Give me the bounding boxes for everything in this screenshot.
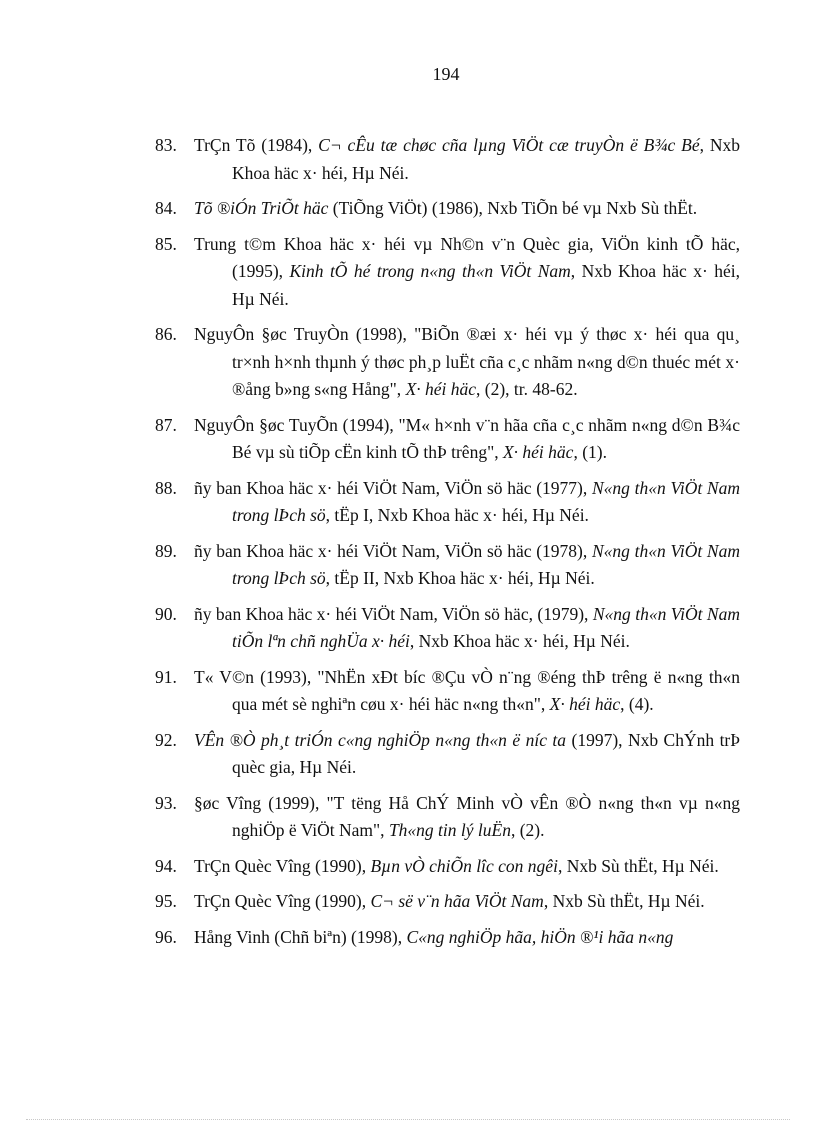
reference-text: TrÇn Quèc Vîng (1990),	[194, 891, 371, 911]
reference-text: ñy ban Khoa häc x· héi ViÖt Nam, ViÖn sö häc, (1979),	[194, 603, 593, 624]
reference-number: 87.	[155, 414, 177, 435]
reference-title-italic: N«ng th«n ViÖt Nam tiÕn lªn chñ nghÜa x· héi	[232, 603, 740, 651]
reference-text: TrÇn Tõ (1984),	[194, 135, 319, 155]
reference-text: T« V©n (1993), "NhËn xÐt bíc ®Çu vÒ n¨ng ®éng thÞ trêng ë n«ng th«n qua mét sè nghiªn cøu x· héi häc n«ng th«n",	[194, 666, 740, 714]
reference-text: ñy ban Khoa häc x· héi ViÖt Nam, ViÖn sö häc (1977),	[194, 477, 592, 498]
reference-title-italic: C¬ së v¨n hãa ViÖt Nam	[370, 891, 544, 911]
reference-text: , Nxb Sù thËt, Hµ Néi.	[557, 855, 719, 876]
reference-title-italic: Th«ng tin lý luËn	[388, 820, 511, 840]
reference-item	[0, 601, 816, 656]
reference-text: ñy ban Khoa häc x· héi ViÖt Nam, ViÖn sö häc (1978),	[194, 540, 592, 561]
reference-title-italic: VÊn ®Ò ph¸t triÓn c«ng nghiÖp n«ng th«n ë níc ta	[194, 729, 567, 750]
reference-number: 91.	[155, 666, 177, 687]
reference-number: 86.	[155, 324, 177, 344]
reference-title-italic: N«ng th«n ViÖt Nam trong lÞch sö	[232, 477, 740, 525]
reference-text: , Nxb Khoa häc x· héi, Hµ Néi.	[409, 631, 630, 651]
reference-title-italic: X· héi häc	[405, 379, 477, 399]
reference-text: , (2), tr. 48-62.	[476, 379, 578, 399]
reference-text: , Nxb Khoa häc x· héi, Hµ Néi.	[232, 135, 741, 183]
reference-title-italic: X· héi häc	[549, 694, 621, 714]
reference-text: (1997), Nxb ChÝnh trÞ quèc gia, Hµ Néi.	[232, 729, 740, 777]
reference-text: , tËp II, Nxb Khoa häc x· héi, Hµ Néi.	[325, 568, 595, 588]
reference-text: NguyÔn §øc TruyÒn (1998), "BiÕn ®æi x· héi vµ ý thøc x· héi qua qu¸ tr×nh h×nh thµnh ý thøc ph¸p luËt cña c¸c nhãm n«ng d©n thuéc mét x· ®ång b»ng s«ng Hång",	[194, 324, 740, 399]
reference-number: 90.	[155, 603, 177, 624]
reference-title-italic: Bµn vÒ chiÕn lîc con ngêi	[370, 855, 558, 876]
reference-title-italic: N«ng th«n ViÖt Nam trong lÞch sö	[232, 540, 740, 588]
reference-item	[0, 412, 816, 467]
reference-item	[0, 321, 816, 404]
reference-item	[0, 231, 816, 314]
reference-title-italic: C¬ cÊu tæ chøc cña lµng ViÖt cæ truyÒn ë B¾c Bé	[318, 135, 700, 155]
reference-item	[0, 924, 816, 952]
reference-text: NguyÔn §øc TuyÕn (1994), "M« h×nh v¨n hãa cña c¸c nhãm n«ng d©n B¾c Bé vµ sù tiÕp cËn kinh tÕ thÞ trêng",	[194, 414, 740, 462]
reference-text: Trung t©m Khoa häc x· héi vµ Nh©n v¨n Quèc gia, ViÖn kinh tÕ häc, (1995),	[194, 233, 740, 281]
reference-list	[0, 132, 816, 959]
reference-number: 96.	[155, 926, 177, 947]
reference-number: 94.	[155, 855, 177, 876]
reference-text: Hång Vinh (Chñ biªn) (1998),	[194, 926, 407, 947]
reference-number: 95.	[155, 891, 177, 911]
reference-item	[0, 538, 816, 593]
reference-item	[0, 727, 816, 782]
reference-text: , Nxb Khoa häc x· héi, Hµ Néi.	[232, 261, 740, 309]
reference-title-italic: C«ng nghiÖp hãa, hiÖn ®¹i hãa n«ng	[406, 926, 674, 947]
reference-item	[0, 475, 816, 530]
reference-text: (TiÕng ViÖt) (1986), Nxb TiÕn bé vµ Nxb Sù thËt.	[328, 198, 698, 218]
reference-text: , (4).	[620, 694, 654, 714]
reference-text: , (2).	[510, 820, 545, 840]
reference-item	[0, 790, 816, 845]
page-number: 194	[432, 64, 460, 84]
page-bottom-divider	[26, 1119, 790, 1120]
reference-number: 84.	[155, 198, 177, 218]
reference-text: , Nxb Sù thËt, Hµ Néi.	[543, 891, 705, 911]
reference-text: TrÇn Quèc Vîng (1990),	[194, 855, 371, 876]
reference-text: §øc Vîng (1999), "T tëng Hå ChÝ Minh vÒ vÊn ®Ò n«ng th«n vµ n«ng nghiÖp ë ViÖt Nam",	[194, 792, 740, 840]
reference-title-italic: X· héi häc	[502, 442, 574, 462]
reference-title-italic: Kinh tÕ hé trong n«ng th«n ViÖt Nam	[289, 261, 571, 281]
reference-item	[0, 132, 816, 187]
reference-item	[0, 853, 816, 881]
reference-title-italic: Tõ ®iÓn TriÕt häc	[194, 198, 329, 218]
reference-number: 93.	[155, 792, 177, 813]
reference-number: 92.	[155, 729, 177, 750]
reference-number: 83.	[155, 135, 177, 155]
reference-number: 89.	[155, 540, 177, 561]
reference-item	[0, 888, 816, 916]
reference-item	[0, 664, 816, 719]
reference-number: 85.	[155, 233, 177, 254]
reference-number: 88.	[155, 477, 177, 498]
reference-text: , tËp I, Nxb Khoa häc x· héi, Hµ Néi.	[325, 505, 589, 525]
reference-item	[0, 195, 816, 223]
reference-text: , (1).	[573, 442, 607, 462]
